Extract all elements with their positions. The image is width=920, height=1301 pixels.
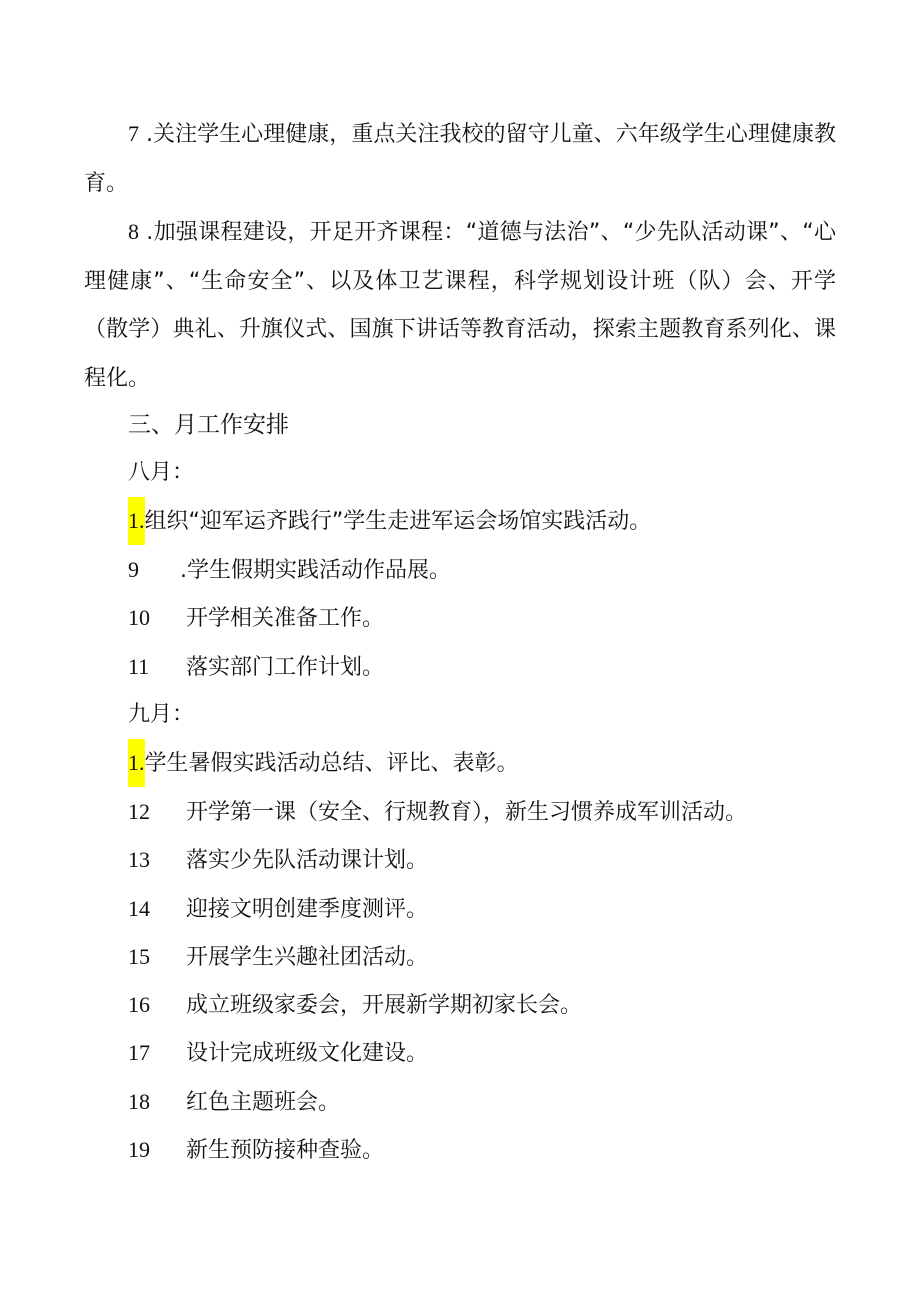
item-text: 开学第一课（安全、行规教育），新生习惯养成军训活动。 bbox=[186, 800, 748, 825]
list-item bbox=[128, 1126, 384, 1174]
paragraph-7 bbox=[84, 110, 836, 208]
list-item bbox=[128, 1078, 340, 1126]
month-label-august: 八月： bbox=[128, 460, 195, 485]
item-number: 15 bbox=[128, 944, 150, 969]
item-text: .学生假期实践活动作品展。 bbox=[180, 558, 451, 583]
list-item bbox=[128, 1029, 428, 1077]
item-number: 18 bbox=[128, 1089, 150, 1114]
item-number: 1. bbox=[128, 739, 145, 787]
item-text: 学生暑假实践活动总结、评比、表彰。 bbox=[144, 751, 519, 776]
item-number: 12 bbox=[128, 799, 150, 824]
item-number: 9 bbox=[128, 557, 139, 582]
item-text: 落实少先队活动课计划。 bbox=[186, 848, 429, 873]
month-label-september: 九月： bbox=[128, 702, 195, 727]
item-text: 设计完成班级文化建设。 bbox=[186, 1041, 429, 1066]
item-number: 11 bbox=[128, 654, 150, 679]
item-number: 1. bbox=[128, 497, 145, 545]
item-text: 红色主题班会。 bbox=[186, 1090, 341, 1115]
list-item bbox=[128, 981, 582, 1029]
item-number: 17 bbox=[128, 1040, 150, 1065]
list-item bbox=[128, 594, 384, 642]
paragraph-number: 8 bbox=[128, 219, 139, 244]
list-item bbox=[128, 788, 747, 836]
item-number: 14 bbox=[128, 896, 150, 921]
list-item bbox=[128, 643, 384, 691]
item-text: 成立班级家委会，开展新学期初家长会。 bbox=[186, 993, 583, 1018]
item-text: 迎接文明创建季度测评。 bbox=[186, 897, 429, 922]
list-item bbox=[128, 546, 451, 594]
item-text: 开学相关准备工作。 bbox=[186, 606, 385, 631]
item-number: 13 bbox=[128, 847, 150, 872]
list-item bbox=[128, 933, 428, 981]
list-item bbox=[128, 885, 428, 933]
paragraph-number: 7 bbox=[128, 121, 139, 146]
item-text: 组织“迎军运齐践行”学生走进军运会场馆实践活动。 bbox=[144, 509, 652, 534]
item-text: 开展学生兴趣社团活动。 bbox=[186, 945, 429, 970]
list-item bbox=[128, 836, 428, 884]
paragraph-8 bbox=[84, 208, 836, 403]
list-item bbox=[128, 497, 651, 545]
section-heading: 三、月工作安排 bbox=[128, 412, 289, 438]
paragraph-text: .关注学生心理健康，重点关注我校的留守儿童、六年级学生心理健康教育。 bbox=[84, 122, 836, 196]
item-text: 新生预防接种查验。 bbox=[186, 1138, 385, 1163]
item-number: 16 bbox=[128, 992, 150, 1017]
item-number: 19 bbox=[128, 1137, 150, 1162]
paragraph-text: .加强课程建设，开足开齐课程：“道德与法治”、“少先队活动课”、“心理健康”、“生命安全”、以及体卫艺课程，科学规划设计班（队）会、开学（散学）典礼、升旗仪式、国旗下讲话等教育活动，探索主题教育系列化、课程化。 bbox=[84, 220, 836, 391]
item-text: 落实部门工作计划。 bbox=[186, 655, 385, 680]
list-item bbox=[128, 739, 519, 787]
item-number: 10 bbox=[128, 605, 150, 630]
